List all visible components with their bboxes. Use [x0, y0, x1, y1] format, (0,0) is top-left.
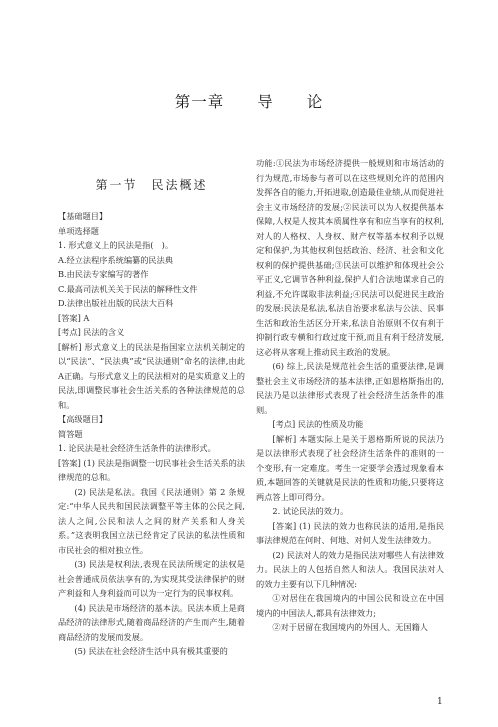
paragraph: ②对于居留在我国境内的外国人、无国籍人 [272, 622, 428, 632]
paragraph: 简答题 [58, 428, 83, 439]
left-column-body [58, 209, 245, 659]
paragraph: [解析] 形式意义上的民法是指国家立法机关制定的以“民法”、“民法典”或“民法通则”命名的法律,由此 A正确。与形式意义上的民法相对的是实质意义上的民法,即调整民事社会生活关系的各种法律规范的总和。 [58, 341, 245, 410]
paragraph: [考点] 民法的性质及功能 [272, 419, 364, 429]
paragraph: [答案] (1) 民法是指调整一切民事社会生活关系的法律规范的总和。 [58, 457, 245, 482]
chapter-title: 第一章 导 论 [174, 93, 324, 111]
paragraph: C.最高司法机关关于民法的解释性文件 [58, 283, 198, 294]
paragraph: (3) 民法是权利法,表现在民法所规定的法权是社会普通成员依法享有的,为实现其受法律保护的财产利益和人身利益而可以为一定行为的民事权利。 [58, 559, 245, 598]
paragraph: D.法律出版社出版的民法大百科 [58, 298, 174, 308]
left-column [58, 156, 245, 659]
paragraph: 【基础题目】 [58, 211, 108, 221]
paragraph: 1. 形式意义上的民法是指( )。 [58, 240, 174, 250]
paragraph: 2. 试论民法的效力。 [272, 506, 349, 516]
paragraph: [答案] A [58, 312, 90, 323]
right-column-body [256, 156, 444, 635]
paragraph: (5) 民法在社会经济生活中具有极其重要的 [74, 646, 228, 656]
paragraph: 单项选择题 [58, 225, 99, 236]
right-column [256, 156, 444, 635]
paragraph: (2) 民法是私法。我国《民法通则》第 2 条规定:“中华人民共和国民法调整平等主体的公民之间,法人之间,公民和法人之间的财产关系和人身关系。”这表明我国立法已经肯定了民法的私法性质和市民社会的相对独立性。 [58, 486, 245, 555]
paragraph: B.由民法专家编写的著作 [58, 269, 149, 279]
section-title: 第一节 民法概述 [95, 178, 208, 192]
paragraph: ①对居住在我国境内的中国公民和设立在中国境内的中国法人,都具有法律效力; [256, 593, 444, 618]
paragraph: (4) 民法是市场经济的基本法。民法本质上是商品经济的法律形式,随着商品经济的产生而产生,随着商品经济的发展而发展。 [58, 602, 245, 642]
paragraph: 【高级题目】 [58, 414, 108, 424]
paragraph: [答案] (1) 民法的效力也称民法的适用,是指民事法律规范在何时、何地、对何人发生法律效力。 [256, 520, 444, 545]
paragraph: 功能:①民法为市场经济提供一般规则和市场活动的行为规范,市场参与者可以在这些规则允许的范围内发挥各自的能力,开拓进取,创造最佳业绩,从而促进社会主义市场经济的发展;②民法可以为人权提供基本保障,人权是人按其本质属性享有和应当享有的权利,对人的人格权、人身权、财产权等基本权利予以规定和保护,为其他权利包括政治、经济、社会和文化权利的保护提供基础;③民法可以维护和体现社会公平正义,它调节各种利益,保护人们合法地谋求自己的利益,不允许谋取非法利益;④民法可以促进民主政治的发展:民法是私法,私法自治要求私法与公法、民事生活和政治生活区分开来,私法自治原则不仅有利于抑制行政专横和行政过度干预,而且有利于经济发展,这必将从客观上推动民主政治的发展。 [256, 158, 444, 357]
paragraph: 1. 论民法是社会经济生活条件的法律形式。 [58, 443, 216, 453]
paragraph: (6) 综上,民法是规范社会生活的重要法律,是调整社会主义市场经济的基本法律,正如恩格斯指出的,民法乃是以法律形式表现了社会经济生活条件的准则。 [256, 361, 444, 415]
paragraph: [考点] 民法的含义 [58, 327, 125, 337]
page-number: 1 [437, 697, 443, 707]
paragraph: A.经立法程序系统编纂的民法典 [58, 254, 173, 265]
paragraph: (2) 民法对人的效力是指民法对哪些人有法律效力。民法上的人包括自然人和法人。我国民法对人的效力主要有以下几种情况: [256, 549, 444, 589]
paragraph: [解析] 本题实际上是关于恩格斯所说的民法乃是以法律形式表现了社会经济生活条件的准则的一个变形,有一定难度。考生一定要学会透过现象看本质,本题回答的关键就是民法的性质和功能,只要将这两点答上即可得分。 [256, 433, 444, 502]
